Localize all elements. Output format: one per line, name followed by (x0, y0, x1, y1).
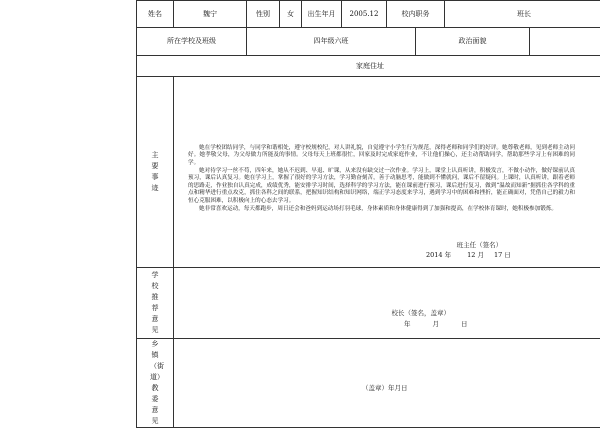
school-class-row (137, 28, 600, 56)
main-deeds-content (174, 77, 600, 268)
head-teacher-sign-label: 班主任（签名） (426, 240, 511, 250)
name-value: 魏宁 (174, 1, 247, 28)
school-class-label: 所在学校及班级 (137, 28, 247, 56)
deeds-paragraph: 她对待学习一丝不苟，四年来，她从不迟到、早退、旷课，从来没有缺交过一次作业。学习上，课堂上认真听讲，积极发言，不做小动作，做好课前认真预习，课后认真复习。她在学习上，掌握了很好的学习方法，学习勤奋刻苦，善于动脑思考，能做到不懂就问，课后不留疑问。上课时，认真听讲，跟着老师的思路走，作业独自认真完成，成绩优秀，能安排学习时间，选择科学的学习方法，能在课前进行预习，课后进行复习，做到“温故而知新”据抓住各学科的重点和精华进行重点攻克，抓住各科之间的联系，把握知识结构和知识网络，端正学习态度来学习，遇到学习中的困难和挫折，能正确面对，凭借自己的毅力和恒心克服困难，以积极向上的心态去学习。 (188, 168, 575, 206)
gender-value: 女 (280, 1, 302, 28)
name-label: 姓名 (137, 1, 174, 28)
deeds-text (174, 131, 600, 213)
position-value: 班长 (445, 1, 600, 28)
political-status-label: 政治面貌 (416, 28, 530, 56)
principal-stamp-label: 校长（签名，盖章） (374, 308, 468, 319)
birth-label: 出生年月 (302, 1, 342, 28)
deeds-paragraph: 她非常喜欢运动，每天都跑步，周日还会和爸妈到运动场打羽毛球，身体素质和身体健康得到了加强和提高，在学校体育课时，她积极参加锻炼。 (188, 206, 575, 214)
head-teacher-signature (426, 240, 511, 260)
deeds-paragraph: 她在学校团结同学，与同学和谐相处，遵守校规校纪，对人讲礼貌，自觉遵守小学生行为规范，深得老师和同学们的好评。她尊敬老师，见到老师主动问好。她孝敬父母，为父母做力所能及的事情。父母每天上班都很忙，回家及时完成家庭作业，不让他们操心，还主动帮助同学，帮助那些学习上有困难的同学。 (188, 145, 575, 168)
main-deeds-label: 主要事迹 (150, 150, 160, 194)
home-address-row (137, 56, 600, 77)
school-class-value: 四年级六班 (247, 28, 416, 56)
town-stamp-label: （盖章） (362, 384, 388, 392)
sign-month: 12 月 (467, 250, 484, 260)
main-deeds-row (137, 77, 600, 268)
sign-year: 2014 年 (426, 250, 451, 260)
school-recommendation-content (174, 268, 600, 339)
sign-day: 17 日 (494, 250, 511, 260)
school-recommendation-label: 学校推荐意见 (150, 270, 160, 336)
town-education-content (174, 339, 600, 428)
town-education-row (137, 339, 600, 428)
form-table (136, 0, 600, 428)
award-application-form (136, 0, 600, 400)
gender-label: 性别 (247, 1, 280, 28)
political-status-value (530, 28, 600, 56)
basic-info-row (137, 1, 600, 28)
principal-sign-date: 年 月 日 (374, 319, 468, 330)
home-address-label: 家庭住址 (137, 56, 600, 77)
head-teacher-sign-date (426, 250, 511, 260)
position-label: 校内职务 (387, 1, 445, 28)
school-recommendation-row (137, 268, 600, 339)
town-education-label: 乡镇（街道）教委意见 (150, 339, 160, 427)
birth-value: 2005.12 (342, 1, 387, 28)
town-stamp-line: （盖章）年月日 (362, 383, 408, 394)
principal-signature (374, 308, 468, 330)
